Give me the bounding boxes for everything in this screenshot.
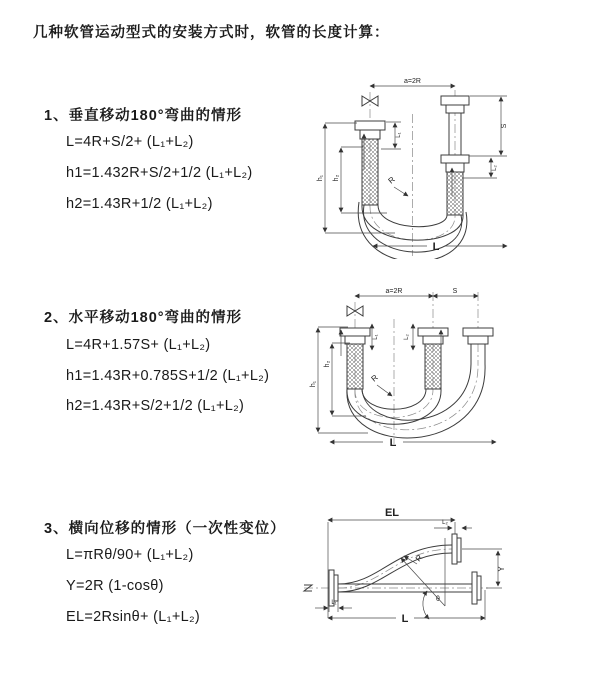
hose-braid [347,344,363,389]
formula-line: L=4R+1.57S+ (L₁+L₂) [66,337,211,353]
diagram-lateral-displacement [300,498,590,663]
section-2-heading: 2、水平移动180°弯曲的情形 [44,310,243,326]
radius-leader [377,385,392,396]
dimension-label-y: Y [497,566,506,572]
angle-arc [423,591,429,619]
dimension-label-l: L [389,437,397,449]
section-3-heading: 3、横向位移的情形（一次性变位） [44,521,286,537]
dimension-label-l2: L₂ [404,334,410,340]
dimension-label-h1: h₁ [317,174,324,182]
dimension-label-h1: h₁ [310,380,317,388]
formula-line: Y=2R (1-cosθ) [66,578,164,594]
dimension-label-l: L [432,241,440,253]
dimension-label-l1: L₁ [373,334,379,340]
diagram-vertical-180-bend [315,74,575,259]
formula-line: h2=1.43R+S/2+1/2 (L₁+L₂) [66,398,245,414]
dimension-label-s: S [501,123,508,129]
dimension-label-l: L [401,613,409,625]
radius-label: R [413,553,425,564]
formula-line: h1=1.43R+0.785S+1/2 (L₁+L₂) [66,368,270,384]
hose-braid [447,172,463,215]
formula-line: EL=2Rsinθ+ (L₁+L₂) [66,609,201,625]
dimension-label-el: EL [384,507,400,519]
radius-label: R [369,372,380,384]
hose-s-curve [338,545,452,592]
radius-label: R [386,174,397,186]
formula-line: L=πRθ/90+ (L₁+L₂) [66,547,194,563]
middle-pipe-fitting [418,328,448,389]
dimension-label-a2r: a=2R [385,288,403,295]
dimension-label-l2: L₂ [442,520,448,526]
dimension-label-h2: h₂ [333,174,340,182]
hose-braid [425,344,441,389]
hose-braid [362,139,378,205]
formula-line: h2=1.43R+1/2 (L₁+L₂) [66,196,213,212]
dimension-label-h2: h₂ [324,360,331,368]
section-1-heading: 1、垂直移动180°弯曲的情形 [44,108,243,124]
diagram-horizontal-180-bend [308,284,593,454]
hose-u-bend [347,364,485,438]
formula-line: L=4R+S/2+ (L₁+L₂) [66,134,194,150]
angle-label-theta: θ [436,596,440,603]
left-pipe-fitting [340,328,370,389]
left-pipe-fitting [355,121,385,205]
upper-flange [452,534,461,564]
radius-leader [394,187,408,196]
dimension-label-l1: L₁ [396,132,402,138]
dimension-label-a2r: a=2R [404,78,421,85]
page-title: 几种软管运动型式的安装方式时，软管的长度计算： [33,25,390,41]
right-flange [472,572,481,604]
dimension-label-s: S [452,288,458,295]
formula-line: h1=1.432R+S/2+1/2 (L₁+L₂) [66,165,253,181]
dimension-label-l2: L₂ [492,165,498,171]
dimension-label-l1: L₁ [331,600,337,606]
